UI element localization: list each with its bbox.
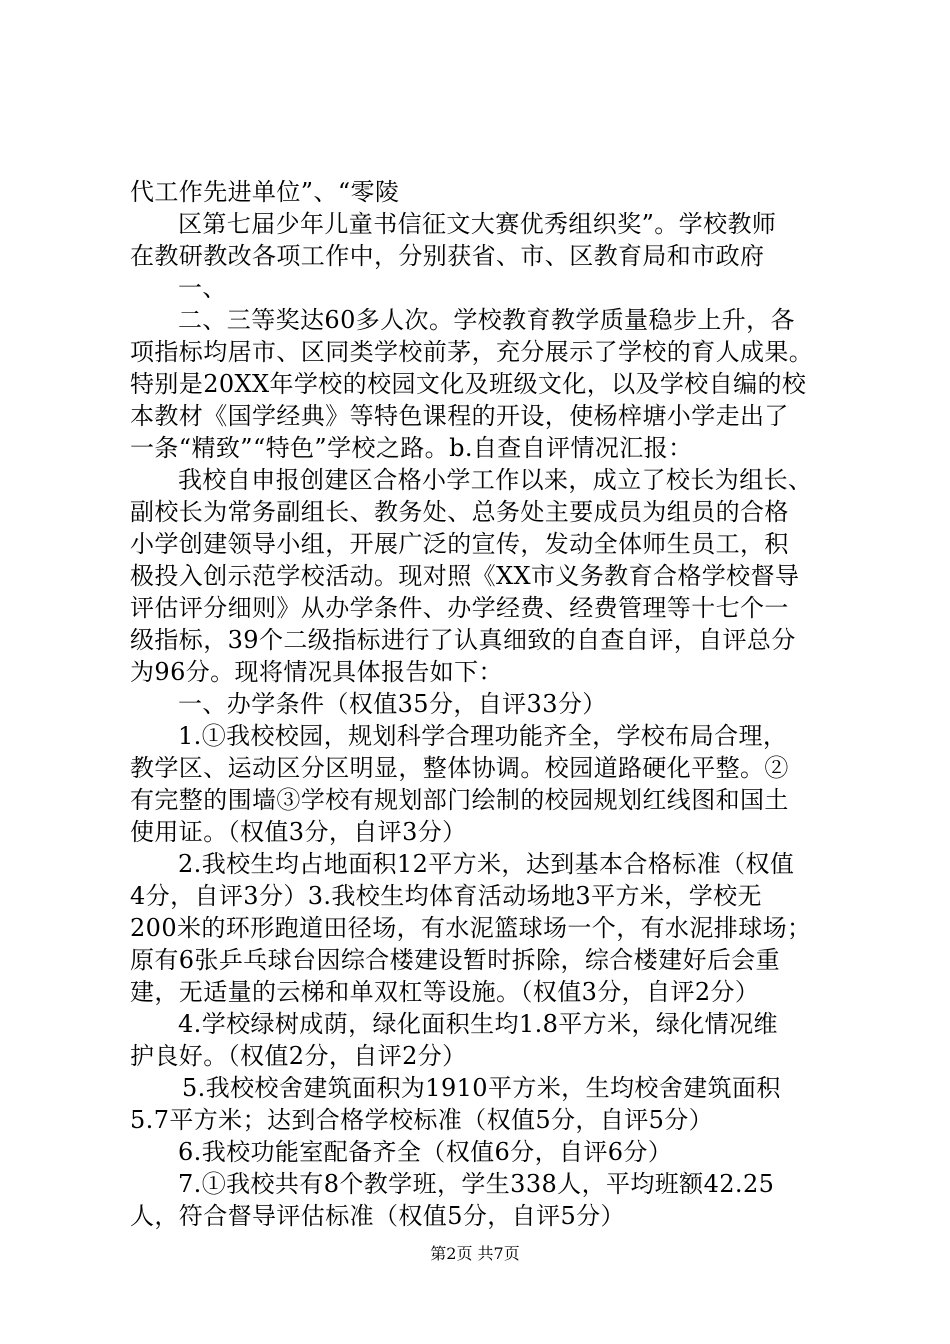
text-line: 副校长为常务副组长、教务处、总务处主要成员为组员的合格 xyxy=(130,498,789,526)
text-line: 4分，自评3分）3.我校生均体育活动场地3平方米，学校无 xyxy=(130,882,762,910)
text-line: 使用证。（权值3分，自评3分） xyxy=(130,818,467,846)
text-line: 评估评分细则》从办学条件、办学经费、经费管理等十七个一 xyxy=(130,594,789,622)
text-line: 一条“精致”“特色”学校之路。b.自查自评情况汇报： xyxy=(130,434,693,462)
text-line: 在教研教改各项工作中，分别获省、市、区教育局和市政府 xyxy=(130,242,765,270)
page-number-footer: 第2页 共7页 xyxy=(430,1244,520,1263)
text-line: 4.学校绿树成荫，绿化面积生均1.8平方米，绿化情况维 xyxy=(178,1010,778,1038)
section-heading: 一、办学条件（权值35分，自评33分） xyxy=(178,690,607,718)
text-line: 为96分。现将情况具体报告如下： xyxy=(130,658,503,686)
text-line: 教学区、运动区分区明显，整体协调。校园道路硬化平整。② xyxy=(130,754,789,782)
text-line: 二、三等奖达60多人次。学校教育教学质量稳步上升，各 xyxy=(178,306,795,334)
text-line: 200米的环形跑道田径场，有水泥篮球场一个，有水泥排球场； xyxy=(130,914,812,942)
text-line: 本教材《国学经典》等特色课程的开设，使杨梓塘小学走出了 xyxy=(130,402,789,430)
text-line: 极投入创示范学校活动。现对照《XX市义务教育合格学校督导 xyxy=(130,562,800,590)
text-line: 6.我校功能室配备齐全（权值6分，自评6分） xyxy=(178,1138,673,1166)
text-line: 护良好。（权值2分，自评2分） xyxy=(130,1042,467,1070)
text-line: 人，符合督导评估标准（权值5分，自评5分） xyxy=(130,1202,625,1230)
text-line: 原有6张乒乓球台因综合楼建设暂时拆除，综合楼建好后会重 xyxy=(130,946,781,974)
text-line: 1.①我校校园，规划科学合理功能齐全，学校布局合理， xyxy=(178,722,788,750)
text-line: 项指标均居市、区同类学校前茅，充分展示了学校的育人成果。 xyxy=(130,338,814,366)
text-line: 小学创建领导小组，开展广泛的宣传，发动全体师生员工，积 xyxy=(130,530,789,558)
text-line: 代工作先进单位”、“零陵 xyxy=(130,178,400,206)
text-line: 级指标，39个二级指标进行了认真细致的自查自评，自评总分 xyxy=(130,626,796,654)
text-line: 有完整的围墙③学校有规划部门绘制的校园规划红线图和国土 xyxy=(130,786,789,814)
text-line: 5.我校校舍建筑面积为1910平方米，生均校舍建筑面积 xyxy=(182,1074,781,1102)
text-line: 区第七届少年儿童书信征文大赛优秀组织奖”。学校教师 xyxy=(178,210,777,238)
text-line: 我校自申报创建区合格小学工作以来，成立了校长为组长、 xyxy=(178,466,813,494)
text-line: 建，无适量的云梯和单双杠等设施。（权值3分，自评2分） xyxy=(130,978,760,1006)
text-line: 7.①我校共有8个教学班，学生338人，平均班额42.25 xyxy=(178,1170,775,1198)
text-line: 一、 xyxy=(178,274,227,302)
text-line: 2.我校生均占地面积12平方米，达到基本合格标准（权值 xyxy=(178,850,795,878)
text-line: 特别是20XX年学校的校园文化及班级文化，以及学校自编的校 xyxy=(130,370,807,398)
text-line: 5.7平方米；达到合格学校标准（权值5分，自评5分） xyxy=(130,1106,714,1134)
